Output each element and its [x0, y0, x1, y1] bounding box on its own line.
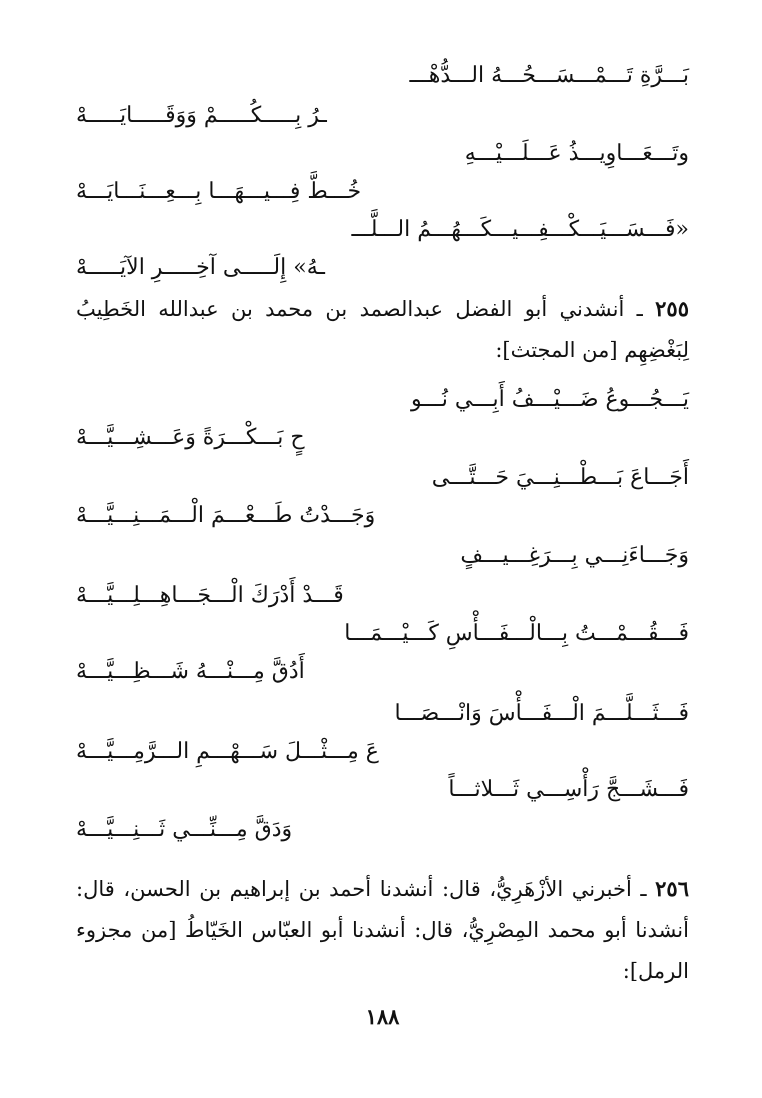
page-number: ١٨٨: [365, 1004, 400, 1029]
verse-line: ـرُ بِـــــكُـــــمْ وَوَقَـــــايَـــــهْ: [76, 103, 327, 128]
entry-255-paragraph: [76, 288, 689, 371]
verse-line: فَـــشَـــجَّ رَأْسِـــي ثَـــلاثـــاً: [448, 777, 689, 802]
entry-text: ـ أخبرني الأزْهَرِيُّ، قال: أنشدنا أحمد بن إبراهيم بن الحسن، قال: أنشدنا أبو محمد المِصْرِيُّ، قال: أنشدنا أبو العبّاس الخَيّاطُ [من مجزوء الرمل]:: [76, 877, 689, 983]
verse-line: أَجَـــاعَ بَـــطْـــنِـــيَ حَـــتَّـــى: [431, 465, 689, 490]
verse-line: أَدُقَّ مِـــنْـــهُ شَـــظِـــيَّـــهْ: [76, 659, 305, 684]
verse-line: وَدَقَّ مِـــنِّـــي ثَـــنِـــيَّـــهْ: [76, 817, 293, 842]
verse-line: وَجَـــدْتُ طَـــعْـــمَ الْـــمَـــنِـــيَّـــهْ: [76, 503, 376, 528]
entry-number: ٢٥٦: [655, 876, 689, 901]
book-page: [76, 46, 689, 1056]
entry-256-paragraph: [76, 868, 689, 992]
verse-line: حٍ بَـــكْـــرَةً وَعَـــشِـــيَّـــهْ: [76, 425, 305, 450]
verse-line: عَ مِـــثْـــلَ سَـــهْـــمِ الـــرَّمِـــيَّـــهْ: [76, 739, 379, 764]
verse-line: بَـــرَّةِ تَـــمْـــسَـــحُـــهُ الـــدُّهْـــ: [409, 63, 689, 88]
entry-text: ـ أنشدني أبو الفضل عبدالصمد بن محمد بن عبدالله الخَطِيبُ لِبَغْضِهِم [من المجتث]:: [76, 297, 689, 362]
verse-line: «فَـــسَـــيَـــكْـــفِـــيـــكَـــهُـــمُ الـــلَّـــ: [351, 217, 689, 242]
verse-line: فَـــقُـــمْـــتُ بِـــالْـــفَـــأْسِ كَـــيْـــمَـــا: [344, 621, 689, 646]
verse-line: وَجَـــاءَنِـــي بِـــرَغِـــيـــفٍ: [460, 543, 689, 568]
entry-number: ٢٥٥: [655, 296, 689, 321]
verse-line: فَـــثَـــلَّـــمَ الْـــفَـــأْسَ وَانْـــصَـــا: [394, 701, 689, 726]
verse-line: قَـــدْ أَدْرَكَ الْـــجَـــاهِـــلِـــيَّـــهْ: [76, 583, 344, 608]
verse-line: ـهُ» إِلَـــــى آخِـــــرِ الآيَـــــهْ: [76, 255, 325, 280]
verse-line: وتَـــعَـــاوِيـــذُ عَـــلَـــيْـــهِ: [464, 141, 689, 166]
verse-line: يَـــجُـــوعُ ضَـــيْـــفُ أَبِـــي نُـــو: [411, 387, 689, 412]
verse-line: خُـــطَّ فِـــيـــهَـــا بِـــعِـــنَـــايَـــهْ: [76, 179, 362, 204]
